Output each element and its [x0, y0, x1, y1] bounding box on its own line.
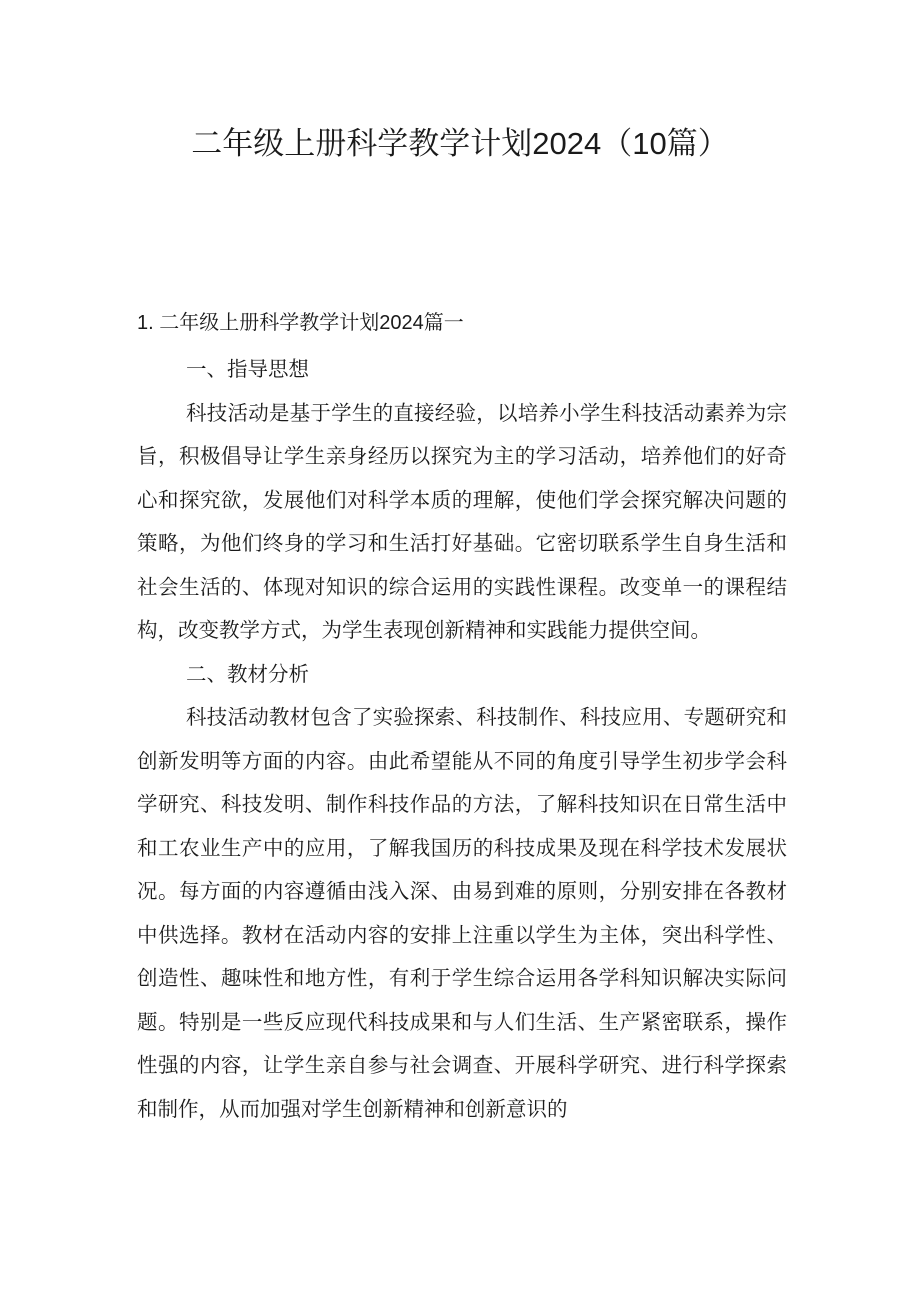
- paragraph-guiding-ideology: 科技活动是基于学生的直接经验，以培养小学生科技活动素养为宗旨，积极倡导让学生亲身经历以探究为主的学习活动，培养他们的好奇心和探究欲，发展他们对科学本质的理解，使他们学会探究解决问题的策略，为他们终身的学习和生活打好基础。它密切联系学生自身生活和社会生活的、体现对知识的综合运用的实践性课程。改变单一的课程结构，改变教学方式，为学生表现创新精神和实践能力提供空间。: [137, 400, 787, 642]
- subheading-guiding-ideology: 一、指导思想: [186, 357, 309, 381]
- subheading-textbook-analysis: 二、教材分析: [186, 661, 309, 686]
- document-title: 二年级上册科学教学计划2024（10篇）: [191, 126, 729, 161]
- document-body: [137, 348, 787, 1131]
- paragraph-textbook-analysis: 科技活动教材包含了实验探索、科技制作、科技应用、专题研究和创新发明等方面的内容。由此希望能从不同的角度引导学生初步学会科学研究、科技发明、制作科技作品的方法，了解科技知识在日常生活中和工农业生产中的应用，了解我国历的科技成果及现在科学技术发展状况。每方面的内容遵循由浅入深、由易到难的原则，分别安排在各教材中供选择。教材在活动内容的安排上注重以学生为主体，突出科学性、创造性、趣味性和地方性，有利于学生综合运用各学科知识解决实际问题。特别是一些反应现代科技成果和与人们生活、生产紧密联系，操作性强的内容，让学生亲自参与社会调查、开展科学研究、进行科学探索和制作，从而加强对学生创新精神和创新意识的: [137, 705, 787, 1121]
- section-heading: 1. 二年级上册科学教学计划2024篇一: [137, 312, 464, 334]
